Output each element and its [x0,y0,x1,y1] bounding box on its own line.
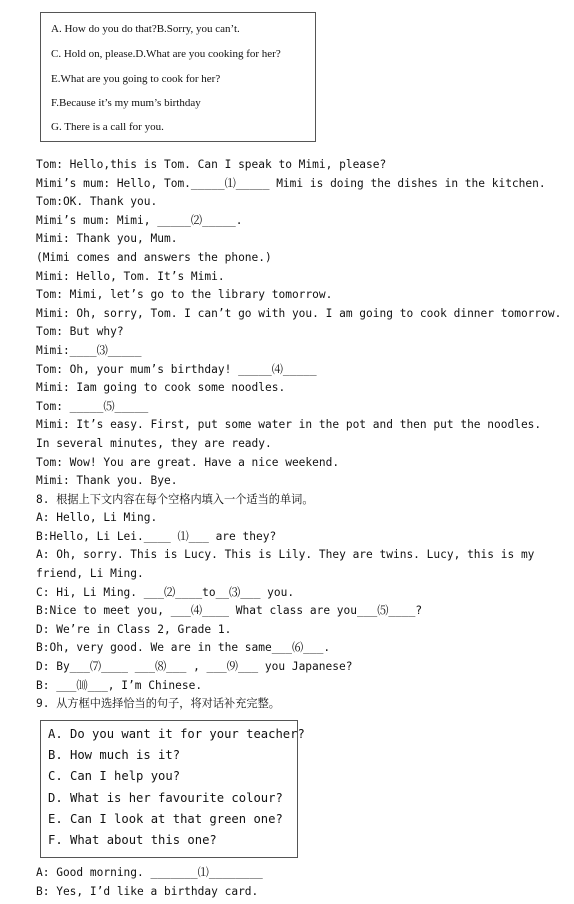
dialogue-line: Tom: But why? [36,325,124,339]
dialogue-line: A: Oh, sorry. This is Lucy. This is Lily. They are twins. Lucy, this is my friend, Li Ming. [36,548,535,581]
dialogue-line: In several minutes, they are ready. [36,436,272,450]
option-line: C. Can I help you? [48,769,181,783]
dialogue-line: A: Good morning. _______⑴________ [36,866,263,879]
dialogue-line: B:Nice to meet you, ___⑷____ What class are you___⑸____? [36,604,423,618]
options-box-2 [40,720,305,858]
dialogue-line: Mimi’s mum: Hello, Tom._____⑴_____ Mimi is doing the dishes in the kitchen. [36,176,546,190]
option-line: C. Hold on, please.D.What are you cooking for her? [51,48,281,60]
dialogue-line: B:Oh, very good. We are in the same___⑹___. [36,641,331,655]
option-line: A. How do you do that?B.Sorry, you can’t. [51,23,240,35]
dialogue-line: D: By___⑺____ ___⑻___ , ___⑼___ you Japanese? [36,660,353,674]
dialogue-line: Mimi: Oh, sorry, Tom. I can’t go with you. I am going to cook dinner tomorrow. [36,306,562,320]
dialogue-line: (Mimi comes and answers the phone.) [36,250,272,264]
dialogue-line: Mimi:____⑶_____ [36,343,142,357]
dialogue-section-9 [36,864,556,901]
option-line: F.Because it’s my mum’s birthday [51,97,201,109]
dialogue-line: Mimi: Iam going to cook some noodles. [36,381,286,395]
dialogue-line: Tom: _____⑸_____ [36,399,149,413]
option-line: E. Can I look at that green one? [48,812,283,826]
dialogue-line: Mimi: Thank you. Bye. [36,474,178,488]
option-line: E.What are you going to cook for her? [51,73,221,85]
option-line: A. Do you want it for your teacher? [48,727,305,741]
section-heading-8: 8. 根据上下文内容在每个空格内填入一个适当的单词。 [36,492,314,506]
option-line: D. What is her favourite colour? [48,791,283,805]
dialogue-line: Tom:OK. Thank you. [36,195,158,209]
dialogue-line: Mimi: It’s easy. First, put some water in the pot and then put the noodles. [36,418,542,432]
dialogue-line: Mimi’s mum: Mimi, _____⑵_____. [36,213,243,227]
dialogue-line: Tom: Oh, your mum’s birthday! _____⑷_____ [36,362,317,376]
option-line: F. What about this one? [48,833,217,847]
dialogue-section [36,156,562,714]
dialogue-line: Tom: Mimi, let’s go to the library tomorrow. [36,288,333,302]
dialogue-line: Tom: Wow! You are great. Have a nice weekend. [36,455,340,469]
dialogue-line: Mimi: Thank you, Mum. [36,232,178,246]
option-line: B. How much is it? [48,748,181,762]
dialogue-line: D: We’re in Class 2, Grade 1. [36,622,232,636]
dialogue-line: B: Yes, I’d like a birthday card. [36,884,259,898]
dialogue-line: Mimi: Hello, Tom. It’s Mimi. [36,269,225,283]
dialogue-line: B: ___⑽___, I’m Chinese. [36,678,203,692]
dialogue-line: B:Hello, Li Lei.____ ⑴___ are they? [36,529,277,543]
dialogue-line: Tom: Hello,this is Tom. Can I speak to Mimi, please? [36,158,387,171]
option-line: G. There is a call for you. [51,121,164,133]
section-heading-9: 9. 从方框中选择恰当的句子，将对话补充完整。 [36,697,280,711]
dialogue-line: C: Hi, Li Ming. ___⑵____to__⑶___ you. [36,585,295,599]
dialogue-line: A: Hello, Li Ming. [36,511,158,525]
options-box-1 [40,12,316,142]
